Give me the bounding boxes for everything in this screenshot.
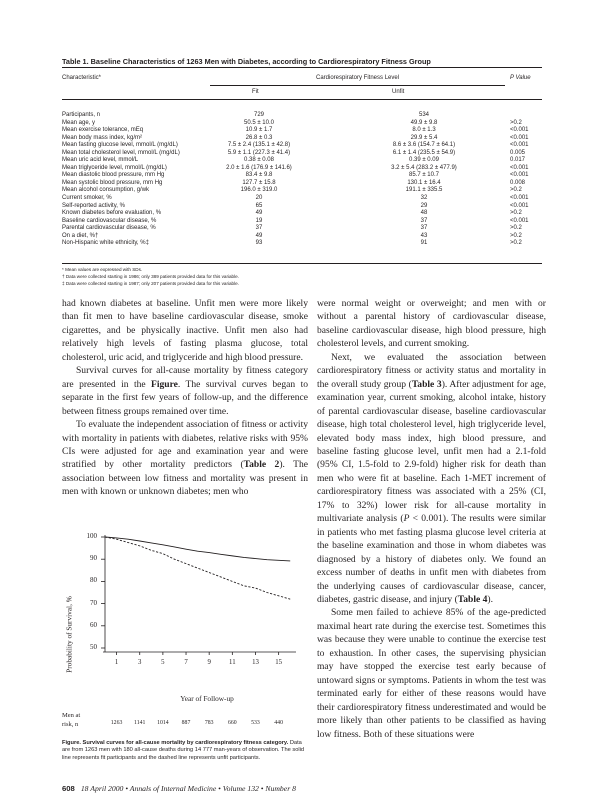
p-value: <0.001: [510, 202, 529, 209]
survival-chart: [62, 535, 312, 735]
row-label: Mean alcohol consumption, g/wk: [62, 187, 150, 194]
x-tick-label: 9: [207, 659, 211, 666]
fit-value: 196.0 ± 319.0: [240, 187, 278, 194]
fit-value: 49: [255, 210, 263, 217]
unfit-value: 8.6 ± 3.6 (154.7 ± 64.1): [392, 142, 456, 149]
unfit-value: 43: [420, 232, 428, 239]
table-row: [62, 210, 542, 218]
row-label: Mean uric acid level, mmol/L: [62, 157, 139, 164]
header-group-rule: [210, 85, 505, 86]
p-value: >0.2: [510, 232, 522, 239]
paragraph: Next, we evaluated the association between cardiorespiratory fitness or activity status and mortality in the overall study group (Table 3). After adjustment for age, examination year, current smoking, alcohol intake, history of parental cardiovascular disease, baseline cardiovascular disease, high total cholesterol level, high triglyceride level, elevated body mass index, high blood pressure, and baseline fasting glucose level, unfit men had a 2.1-fold (95% CI, 1.5-fold to 2.9-fold) higher risk for death than men who were fit at baseline. Each 1-MET increment of cardiorespiratory fitness was associated with a 25% (CI, 17% to 32%) lower risk for all-cause mortality in multivariate analysis (P < 0.001). The results were similar in patients who met fasting plasma glucose level criteria at the baseline examination and those in whom diabetes was diagnosed by a history of diabetes only. We found an excess number of deaths in unfit men with diabetes from the underlying causes of cardiovascular disease, cancer, diabetes, gastric disease, and injury (Table 4).: [317, 351, 547, 605]
table-row: [62, 195, 542, 203]
unfit-value: 3.2 ± 5.4 (283.2 ± 477.9): [391, 164, 457, 171]
row-label: Mean fasting glucose level, mmol/L (mg/dL): [62, 142, 178, 149]
p-value: >0.2: [510, 187, 522, 194]
x-tick-label: 7: [184, 659, 188, 666]
table-row: [62, 225, 542, 233]
fit-value: 65: [255, 202, 263, 209]
survival-figure: [62, 532, 312, 735]
fit-value: 19: [255, 217, 263, 224]
fit-value: 2.0 ± 1.6 (176.9 ± 141.6): [226, 164, 292, 171]
y-tick-label: 70: [90, 598, 97, 607]
y-tick-label: 100: [86, 532, 97, 540]
unfit-value: 29.9 ± 5.4: [410, 134, 438, 141]
at-risk-count: 1141: [134, 720, 146, 726]
p-value: 0.005: [510, 149, 526, 156]
at-risk-count: 440: [274, 720, 283, 726]
fit-survival-line: [105, 537, 290, 561]
unfit-value: 130.1 ± 16.4: [407, 179, 441, 186]
footnote: † Data were collected starting in 1986; only 389 patients provided data for this variable.: [62, 274, 239, 279]
unfit-value: 49.9 ± 9.8: [410, 119, 438, 126]
row-label: Baseline cardiovascular disease, %: [62, 217, 157, 224]
row-label: On a diet, %†: [62, 232, 99, 239]
figure-caption: Figure. Survival curves for all-cause mortality by cardiorespiratory fitness category. Data are from 1263 men with 180 all-cause deaths during 14 777 man-years of observation. The solid line represents fit participants and the dashed line represents unfit participants.: [62, 740, 305, 761]
footnote: * Mean values are expressed with SDs.: [62, 267, 143, 272]
y-tick-label: 60: [90, 620, 97, 629]
at-risk-count: 533: [251, 720, 260, 726]
x-axis-label: Year of Follow-up: [180, 694, 234, 703]
x-tick-label: 11: [229, 659, 236, 666]
unfit-value: 0.39 ± 0.09: [409, 157, 439, 164]
table-row: [62, 135, 542, 143]
p-value: <0.001: [510, 127, 529, 134]
paragraph: To evaluate the independent association of fitness or activity with mortality in patients with diabetes, relative risks with 95% CIs were adjusted for age and examination year and were stratified by other mortality predictors (Table 2). The association between low fitness and mortality was present in men with known or unknown diabetes; men who: [62, 419, 309, 498]
table-body: [62, 112, 542, 248]
table-row: [62, 150, 542, 158]
fit-value: 10.9 ± 1.7: [245, 127, 273, 134]
table-top-rule: [62, 67, 542, 68]
x-tick-label: 1: [114, 659, 119, 666]
row-label: Mean systolic blood pressure, mm Hg: [62, 179, 163, 186]
unfit-value: 91: [420, 240, 428, 247]
y-tick-label: 90: [90, 554, 97, 563]
table-row: [62, 120, 542, 128]
paragraph: were normal weight or overweight; and men with or without a parental history of cardiovascular disease, baseline cardiovascular disease, high blood pressure, high cholesterol levels, and current smoking.: [317, 298, 546, 350]
row-label: Mean body mass index, kg/m²: [62, 134, 143, 141]
row-label: Mean diastolic blood pressure, mm Hg: [62, 172, 165, 179]
risk-label: Men at risk, n: [62, 712, 81, 728]
row-label: Current smoker, %: [62, 195, 112, 202]
at-risk-count: 783: [204, 720, 214, 726]
row-label: Non-Hispanic white ethnicity, %‡: [62, 240, 149, 247]
row-label: Mean age, y: [62, 119, 96, 126]
p-value: >0.2: [510, 119, 522, 126]
unfit-value: 37: [420, 217, 428, 224]
paragraph: had known diabetes at baseline. Unfit men were more likely than fit men to have baseline cardiovascular disease, smoke cigarettes, and be physically inactive. Unfit men also had relatively high levels of fasting plasma glucose, total cholesterol, uric acid, and triglyceride and high blood pressure.: [62, 298, 308, 363]
fit-value: 49: [255, 232, 263, 239]
fit-value: 83.4 ± 9.8: [245, 172, 273, 179]
table-title: Table 1. Baseline Characteristics of 1263 Men with Diabetes, according to Cardiorespiratory Fitness Group: [62, 57, 431, 66]
x-tick-label: 15: [275, 659, 283, 666]
unfit-survival-line: [105, 537, 290, 599]
header-pvalue: P Value: [510, 75, 531, 81]
unfit-value: 6.1 ± 1.4 (235.5 ± 54.9): [392, 149, 456, 156]
row-label: Mean total cholesterol level, mmol/L (mg/dL): [62, 149, 180, 156]
table-row: [62, 165, 542, 173]
fit-value: 729: [253, 112, 264, 118]
at-risk-count: 1263: [110, 720, 123, 726]
row-label: Parental cardiovascular disease, %: [62, 225, 156, 232]
table-row: [62, 172, 542, 180]
right-column-text: [317, 297, 546, 741]
at-risk-count: 887: [181, 720, 191, 726]
row-label: Mean exercise tolerance, mEq: [62, 127, 144, 134]
x-tick-label: 13: [252, 659, 259, 666]
unfit-value: 48: [420, 210, 428, 217]
row-label: Mean triglyceride level, mmol/L (mg/dL): [62, 164, 167, 171]
table-row: [62, 127, 542, 135]
x-tick-label: 5: [161, 659, 165, 666]
fit-value: 50.5 ± 10.0: [244, 119, 274, 126]
table-row: [62, 142, 542, 150]
paragraph: Some men failed to achieve 85% of the age-predicted maximal heart rate during the exercise test. Sometimes this was because they were unable to continue the exercise test to exhaustion. In other cases, the supervising physician may have stopped the exercise test early because of untoward signs or symptoms. Patients in whom the test was terminated early for either of these reasons would have their cardiorespiratory fitness underestimated and would be more likely than other patients to be classified as having low fitness. Both of these situations were: [317, 607, 546, 740]
left-column-text: [62, 297, 308, 499]
fit-value: 37: [255, 225, 263, 232]
fit-value: 26.8 ± 0.3: [245, 134, 273, 141]
footnote: ‡ Data were collected starting in 1987; only 207 patients provided data for this variable.: [62, 281, 239, 286]
table-row: [62, 233, 542, 241]
fit-value: 93: [255, 240, 263, 247]
y-tick-label: 80: [90, 576, 97, 585]
p-value: <0.001: [510, 195, 529, 202]
table-row: [62, 157, 542, 165]
unfit-value: 534: [418, 112, 429, 118]
table-row: [62, 218, 542, 226]
journal-citation: 18 April 2000 • Annals of Internal Medicine • Volume 132 • Number 8: [80, 784, 296, 793]
p-value: >0.2: [510, 240, 522, 247]
y-tick-label: 50: [90, 643, 97, 651]
p-value: <0.001: [510, 142, 529, 149]
unfit-value: 85.7 ± 10.7: [409, 172, 439, 179]
p-value: <0.001: [510, 134, 529, 141]
unfit-value: 191.1 ± 335.5: [405, 187, 443, 194]
at-risk-count: 660: [227, 720, 237, 726]
fit-value: 20: [255, 195, 263, 202]
header-unfit: Unfit: [392, 89, 405, 95]
p-value: >0.2: [510, 210, 522, 217]
header-characteristic: Characteristic*: [62, 75, 102, 81]
table-row: [62, 180, 542, 188]
p-value: <0.001: [510, 164, 529, 171]
page-footer: [62, 784, 296, 793]
p-value: <0.001: [510, 172, 529, 179]
unfit-value: 37: [420, 225, 428, 232]
table-row: [62, 187, 542, 195]
unfit-value: 32: [420, 195, 428, 202]
table-row: [62, 203, 542, 211]
unfit-value: 8.0 ± 1.3: [412, 127, 436, 134]
page-number: 608: [62, 784, 75, 793]
p-value: 0.008: [510, 179, 526, 186]
header-fitness-level: Cardiorespiratory Fitness Level: [316, 75, 400, 81]
p-value: >0.2: [510, 225, 522, 232]
p-value: 0.017: [510, 157, 526, 164]
unfit-value: 29: [420, 202, 428, 209]
fit-value: 5.9 ± 1.1 (227.3 ± 41.4): [227, 149, 291, 156]
row-label: Participants, n: [62, 112, 101, 118]
table-row: [62, 112, 542, 120]
table-row: [62, 240, 542, 248]
paragraph: Survival curves for all-cause mortality by fitness category are presented in the Figure. The survival curves began to separate in the first few years of follow-up, and the difference between fitness groups remained over time.: [62, 365, 308, 417]
row-label: Self-reported activity, %: [62, 202, 125, 209]
table-bottom-rule: [62, 263, 542, 264]
header-bottom-rule: [62, 99, 542, 100]
p-value: <0.001: [510, 217, 529, 224]
at-risk-count: 1014: [157, 720, 169, 726]
fit-value: 7.5 ± 2.4 (135.1 ± 42.8): [227, 142, 291, 149]
fit-value: 0.38 ± 0.08: [244, 157, 274, 164]
y-axis-label: Probability of Survival, %: [64, 596, 74, 673]
fit-value: 127.7 ± 15.8: [242, 179, 276, 186]
row-label: Known diabetes before evaluation, %: [62, 210, 162, 217]
x-tick-label: 3: [138, 659, 142, 666]
header-fit: Fit: [252, 89, 259, 95]
